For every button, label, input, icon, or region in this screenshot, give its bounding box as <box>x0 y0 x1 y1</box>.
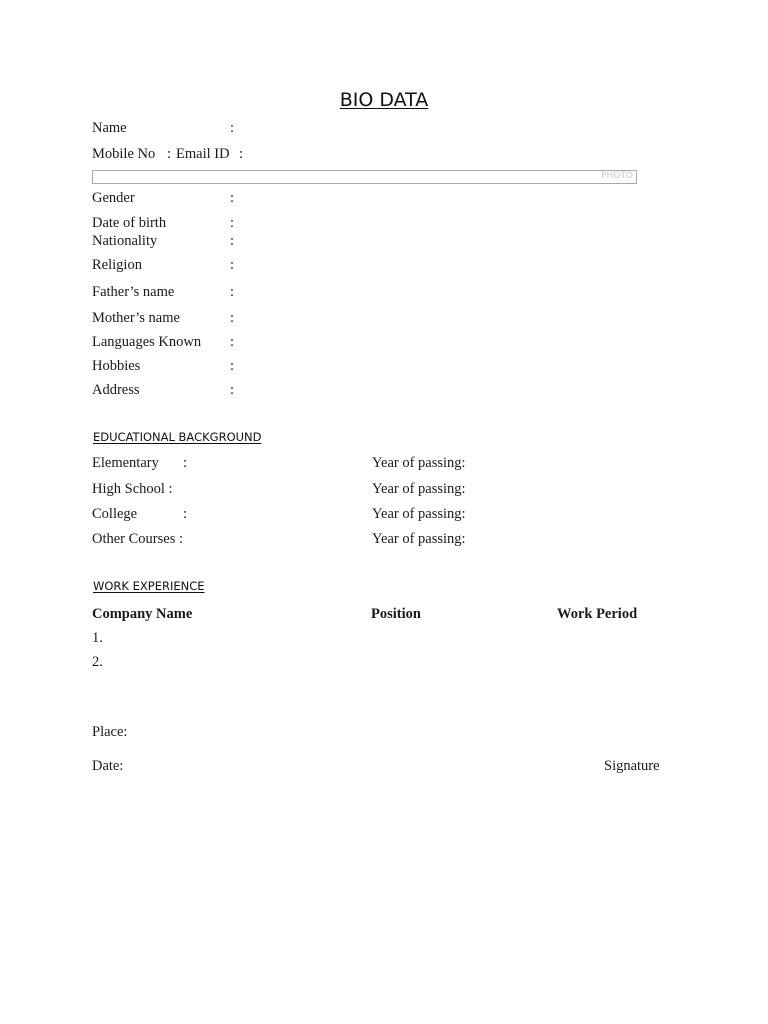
hobbies-label: Hobbies <box>92 358 141 374</box>
dob-label: Date of birth <box>92 215 167 231</box>
nationality-label: Nationality <box>92 233 158 249</box>
nationality-colon: : <box>230 233 235 249</box>
email-colon: : <box>239 146 244 162</box>
photo-label: PHOTO <box>601 171 633 181</box>
college-year-label: Year of passing: <box>372 506 466 522</box>
mobile-label: Mobile No <box>92 146 156 162</box>
name-colon: : <box>230 120 235 136</box>
address-label: Address <box>92 382 140 398</box>
dob-colon: : <box>230 215 235 231</box>
other-courses-year-label: Year of passing: <box>372 531 466 547</box>
page-title: BIO DATA <box>339 89 429 111</box>
hobbies-colon: : <box>230 358 235 374</box>
highschool-label: High School : <box>92 481 173 497</box>
religion-label: Religion <box>92 257 142 273</box>
column-company-name: Company Name <box>92 606 193 622</box>
other-courses-label: Other Courses : <box>92 531 184 547</box>
place-label: Place: <box>92 724 128 740</box>
mother-name-label: Mother’s name <box>92 310 180 326</box>
elementary-label: Elementary <box>92 455 159 471</box>
signature-label: Signature <box>604 758 660 774</box>
date-label: Date: <box>92 758 124 774</box>
education-heading: EDUCATIONAL BACKGROUND <box>93 430 262 444</box>
gender-colon: : <box>230 190 235 206</box>
languages-colon: : <box>230 334 235 350</box>
father-name-colon: : <box>230 284 235 300</box>
work-row-number: 2. <box>92 654 103 670</box>
address-colon: : <box>230 382 235 398</box>
mother-name-colon: : <box>230 310 235 326</box>
languages-label: Languages Known <box>92 334 202 350</box>
elementary-colon: : <box>183 455 188 471</box>
college-label: College <box>92 506 138 522</box>
work-heading: WORK EXPERIENCE <box>93 579 205 593</box>
mobile-colon: : <box>167 146 172 162</box>
column-work-period: Work Period <box>557 606 638 622</box>
religion-colon: : <box>230 257 235 273</box>
college-colon: : <box>183 506 188 522</box>
email-label: Email ID <box>176 146 230 162</box>
column-position: Position <box>371 606 421 622</box>
father-name-label: Father’s name <box>92 284 175 300</box>
photo-placeholder <box>92 170 637 184</box>
name-label: Name <box>92 120 127 136</box>
gender-label: Gender <box>92 190 135 206</box>
highschool-year-label: Year of passing: <box>372 481 466 497</box>
elementary-year-label: Year of passing: <box>372 455 466 471</box>
work-row-number: 1. <box>92 630 103 646</box>
